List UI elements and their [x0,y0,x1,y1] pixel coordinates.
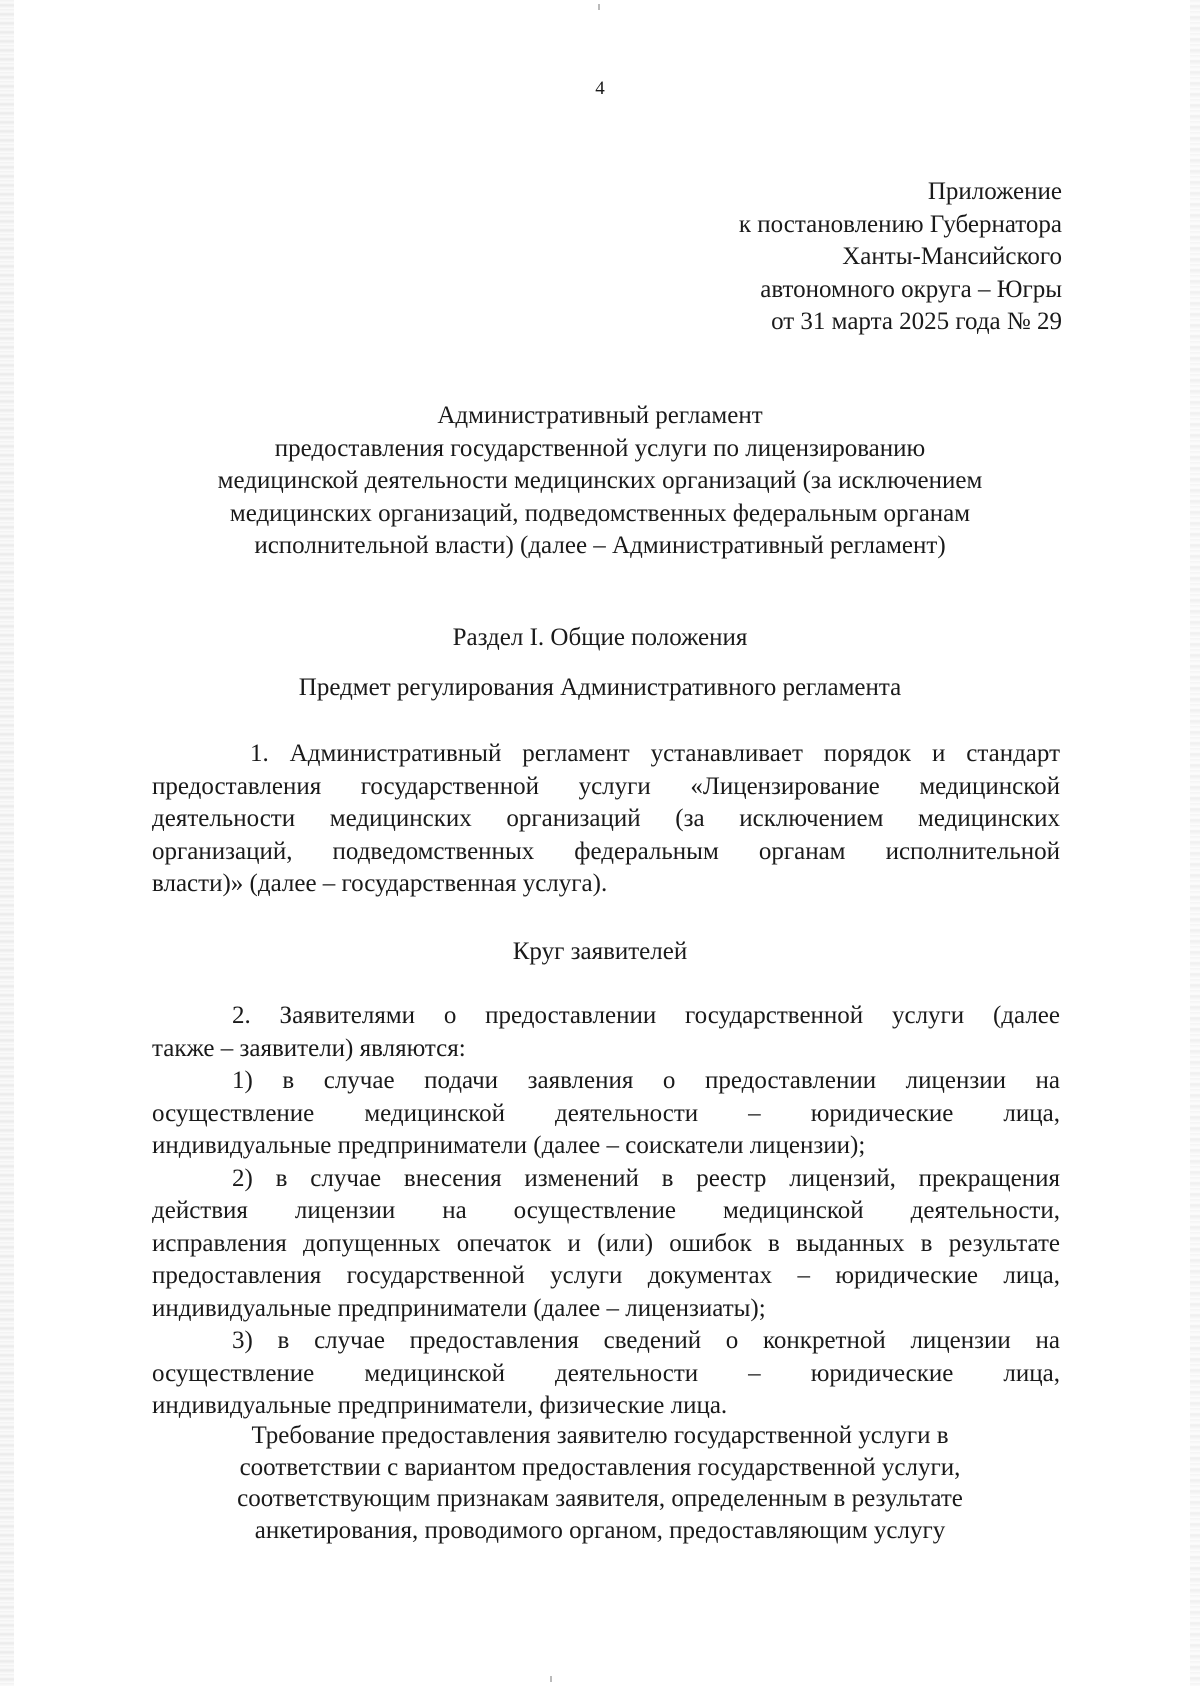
scan-mark-bottom [550,1676,552,1682]
item-1-line: 1) в случае подачи заявления о предоставлении лицензии на [232,1067,1060,1094]
paragraph-1-line: власти)» (далее – государственная услуга). [152,870,608,897]
appendix-line: автономного округа – Югры [760,275,1062,303]
title-line: исполнительной власти) (далее – Административный регламент) [254,532,946,559]
paragraph-1-line: организаций, подведомственных федеральным органам исполнительной [152,837,1060,865]
scan-mark-top [598,4,600,10]
scan-edge-right [1190,0,1200,1686]
requirement-heading-line: соответствии с вариантом предоставления государственной услуги, [239,1453,961,1481]
paragraph-2 [152,1000,1060,1423]
section-heading: Раздел I. Общие положения [452,624,748,651]
appendix-line: Приложение [927,178,1062,205]
requirement-heading [140,1420,1060,1546]
appendix-block [502,176,1062,339]
item-2-line: 2) в случае внесения изменений в реестр лицензий, прекращения [232,1164,1060,1192]
paragraph-1-line: 1. Административный регламент устанавливает порядок и стандарт [250,740,1060,767]
appendix-line: к постановлению Губернатора [738,210,1062,238]
item-3-line: 3) в случае предоставления сведений о конкретной лицензии на [232,1327,1060,1354]
item-3-line: индивидуальные предприниматели, физические лица. [152,1392,728,1419]
paragraph-1-line: предоставления государственной услуги «Лицензирование медицинской [152,772,1060,800]
appendix-line: Ханты-Мансийского [842,243,1062,270]
item-2-line: предоставления государственной услуги документах – юридические лица, [152,1262,1060,1289]
title-line: медицинской деятельности медицинских организаций (за исключением [217,467,983,494]
scan-edge-left [0,0,14,1686]
item-1-line: индивидуальные предприниматели (далее – соискатели лицензии); [152,1132,866,1159]
paragraph-2-line: также – заявители) являются: [152,1034,466,1062]
applicants-heading: Круг заявителей [512,938,688,965]
item-3-line: осуществление медицинской деятельности – юридические лица, [152,1359,1060,1387]
item-2-line: действия лицензии на осуществление медицинской деятельности, [152,1197,1060,1224]
requirement-heading-line: соответствующим признакам заявителя, определенным в результате [237,1485,963,1512]
requirement-heading-line: анкетирования, проводимого органом, предоставляющим услугу [254,1516,946,1544]
title-line: медицинских организаций, подведомственных федеральным органам [229,499,971,527]
item-2-line: индивидуальные предприниматели (далее – лицензиаты); [152,1294,766,1322]
title-line: Административный регламент [437,402,763,429]
page-number: 4 [595,78,605,99]
document-title [140,400,1060,563]
title-line: предоставления государственной услуги по лицензированию [274,434,926,462]
requirement-heading-line: Требование предоставления заявителю государственной услуги в [251,1422,949,1449]
subject-heading: Предмет регулирования Административного регламента [298,674,902,701]
paragraph-1-line: деятельности медицинских организаций (за исключением медицинских [152,805,1060,832]
paragraph-2-line: 2. Заявителями о предоставлении государственной услуги (далее [232,1002,1060,1029]
appendix-line: от 31 марта 2025 года № 29 [771,308,1062,335]
paragraph-1 [152,738,1060,901]
item-1-line: осуществление медицинской деятельности – юридические лица, [152,1099,1060,1127]
item-2-line: исправления допущенных опечаток и (или) ошибок в выданных в результате [152,1229,1060,1257]
